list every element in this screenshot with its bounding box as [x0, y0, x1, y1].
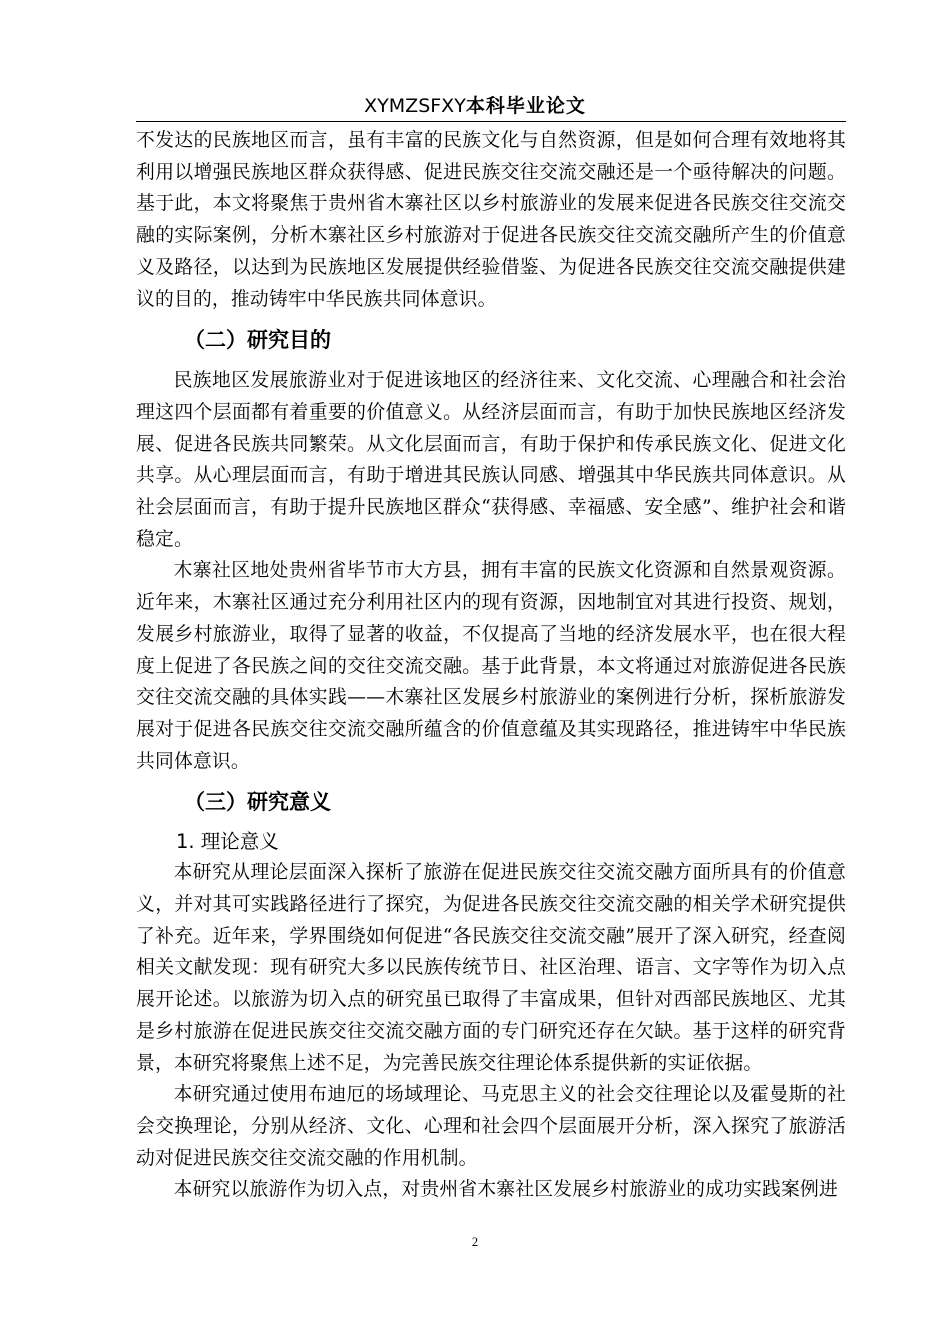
section-heading-significance: （三）研究意义 [184, 790, 331, 815]
header-thesis-title: 本科毕业论文 [465, 95, 586, 117]
running-header [0, 94, 950, 118]
body-text [136, 125, 846, 1206]
paragraph-theory-1: 本研究从理论层面深入探析了旅游在促进民族交往交流交融方面所具有的价值意义，并对其可实践路径进行了探究，为促进各民族交往交流交融的相关学术研究提供了补充。近年来，学界围绕如何促进“各民族交往交流交融”展开了深入研究，经查阅相关文献发现：现有研究大多以民族传统节日、社区治理、语言、文字等作为切入点展开论述。以旅游为切入点的研究虽已取得了丰富成果，但针对西部民族地区、尤其是乡村旅游在促进民族交往交流交融方面的专门研究还存在欠缺。基于这样的研究背景，本研究将聚焦上述不足，为完善民族交往理论体系提供新的实证依据。 [136, 862, 846, 1074]
paragraph-purpose-2: 木寨社区地处贵州省毕节市大方县，拥有丰富的民族文化资源和自然景观资源。近年来，木寨社区通过充分利用社区内的现有资源，因地制宜对其进行投资、规划，发展乡村旅游业，取得了显著的收益，不仅提高了当地的经济发展水平，也在很大程度上促进了各民族之间的交往交流交融。基于此背景，本文将通过对旅游促进各民族交往交流交融的具体实践——木寨社区发展乡村旅游业的案例进行分析，探析旅游发展对于促进各民族交往交流交融所蕴含的价值意蕴及其实现路径，推进铸牢中华民族共同体意识。 [136, 560, 846, 772]
paragraph-theory-3: 本研究以旅游作为切入点，对贵州省木寨社区发展乡村旅游业的成功实践案例进 [173, 1179, 838, 1201]
section-heading-purpose: （二）研究目的 [184, 328, 331, 353]
page-number: 2 [471, 1235, 479, 1249]
header-school-code: XYMZSFXY [364, 95, 466, 117]
subsection-heading-theory: 1. 理论意义 [176, 830, 279, 854]
paragraph-theory-2: 本研究通过使用布迪厄的场域理论、马克思主义的社会交往理论以及霍曼斯的社会交换理论，分别从经济、文化、心理和社会四个层面展开分析，深入探究了旅游活动对促进民族交往交流交融的作用机制。 [136, 1084, 846, 1169]
paragraph-intro: 不发达的民族地区而言，虽有丰富的民族文化与自然资源，但是如何合理有效地将其利用以增强民族地区群众获得感、促进民族交往交流交融还是一个亟待解决的问题。基于此，本文将聚焦于贵州省木寨社区以乡村旅游业的发展来促进各民族交往交流交融的实际案例，分析木寨社区乡村旅游对于促进各民族交往交流交融所产生的价值意义及路径，以达到为民族地区发展提供经验借鉴、为促进各民族交往交流交融提供建议的目的，推动铸牢中华民族共同体意识。 [136, 130, 846, 310]
header-rule [136, 121, 846, 122]
paragraph-purpose-1: 民族地区发展旅游业对于促进该地区的经济往来、文化交流、心理融合和社会治理这四个层面都有着重要的价值意义。从经济层面而言，有助于加快民族地区经济发展、促进各民族共同繁荣。从文化层面而言，有助于保护和传承民族文化、促进文化共享。从心理层面而言，有助于增进其民族认同感、增强其中华民族共同体意识。从社会层面而言，有助于提升民族地区群众“获得感、幸福感、安全感”、维护社会和谐稳定。 [136, 370, 846, 550]
